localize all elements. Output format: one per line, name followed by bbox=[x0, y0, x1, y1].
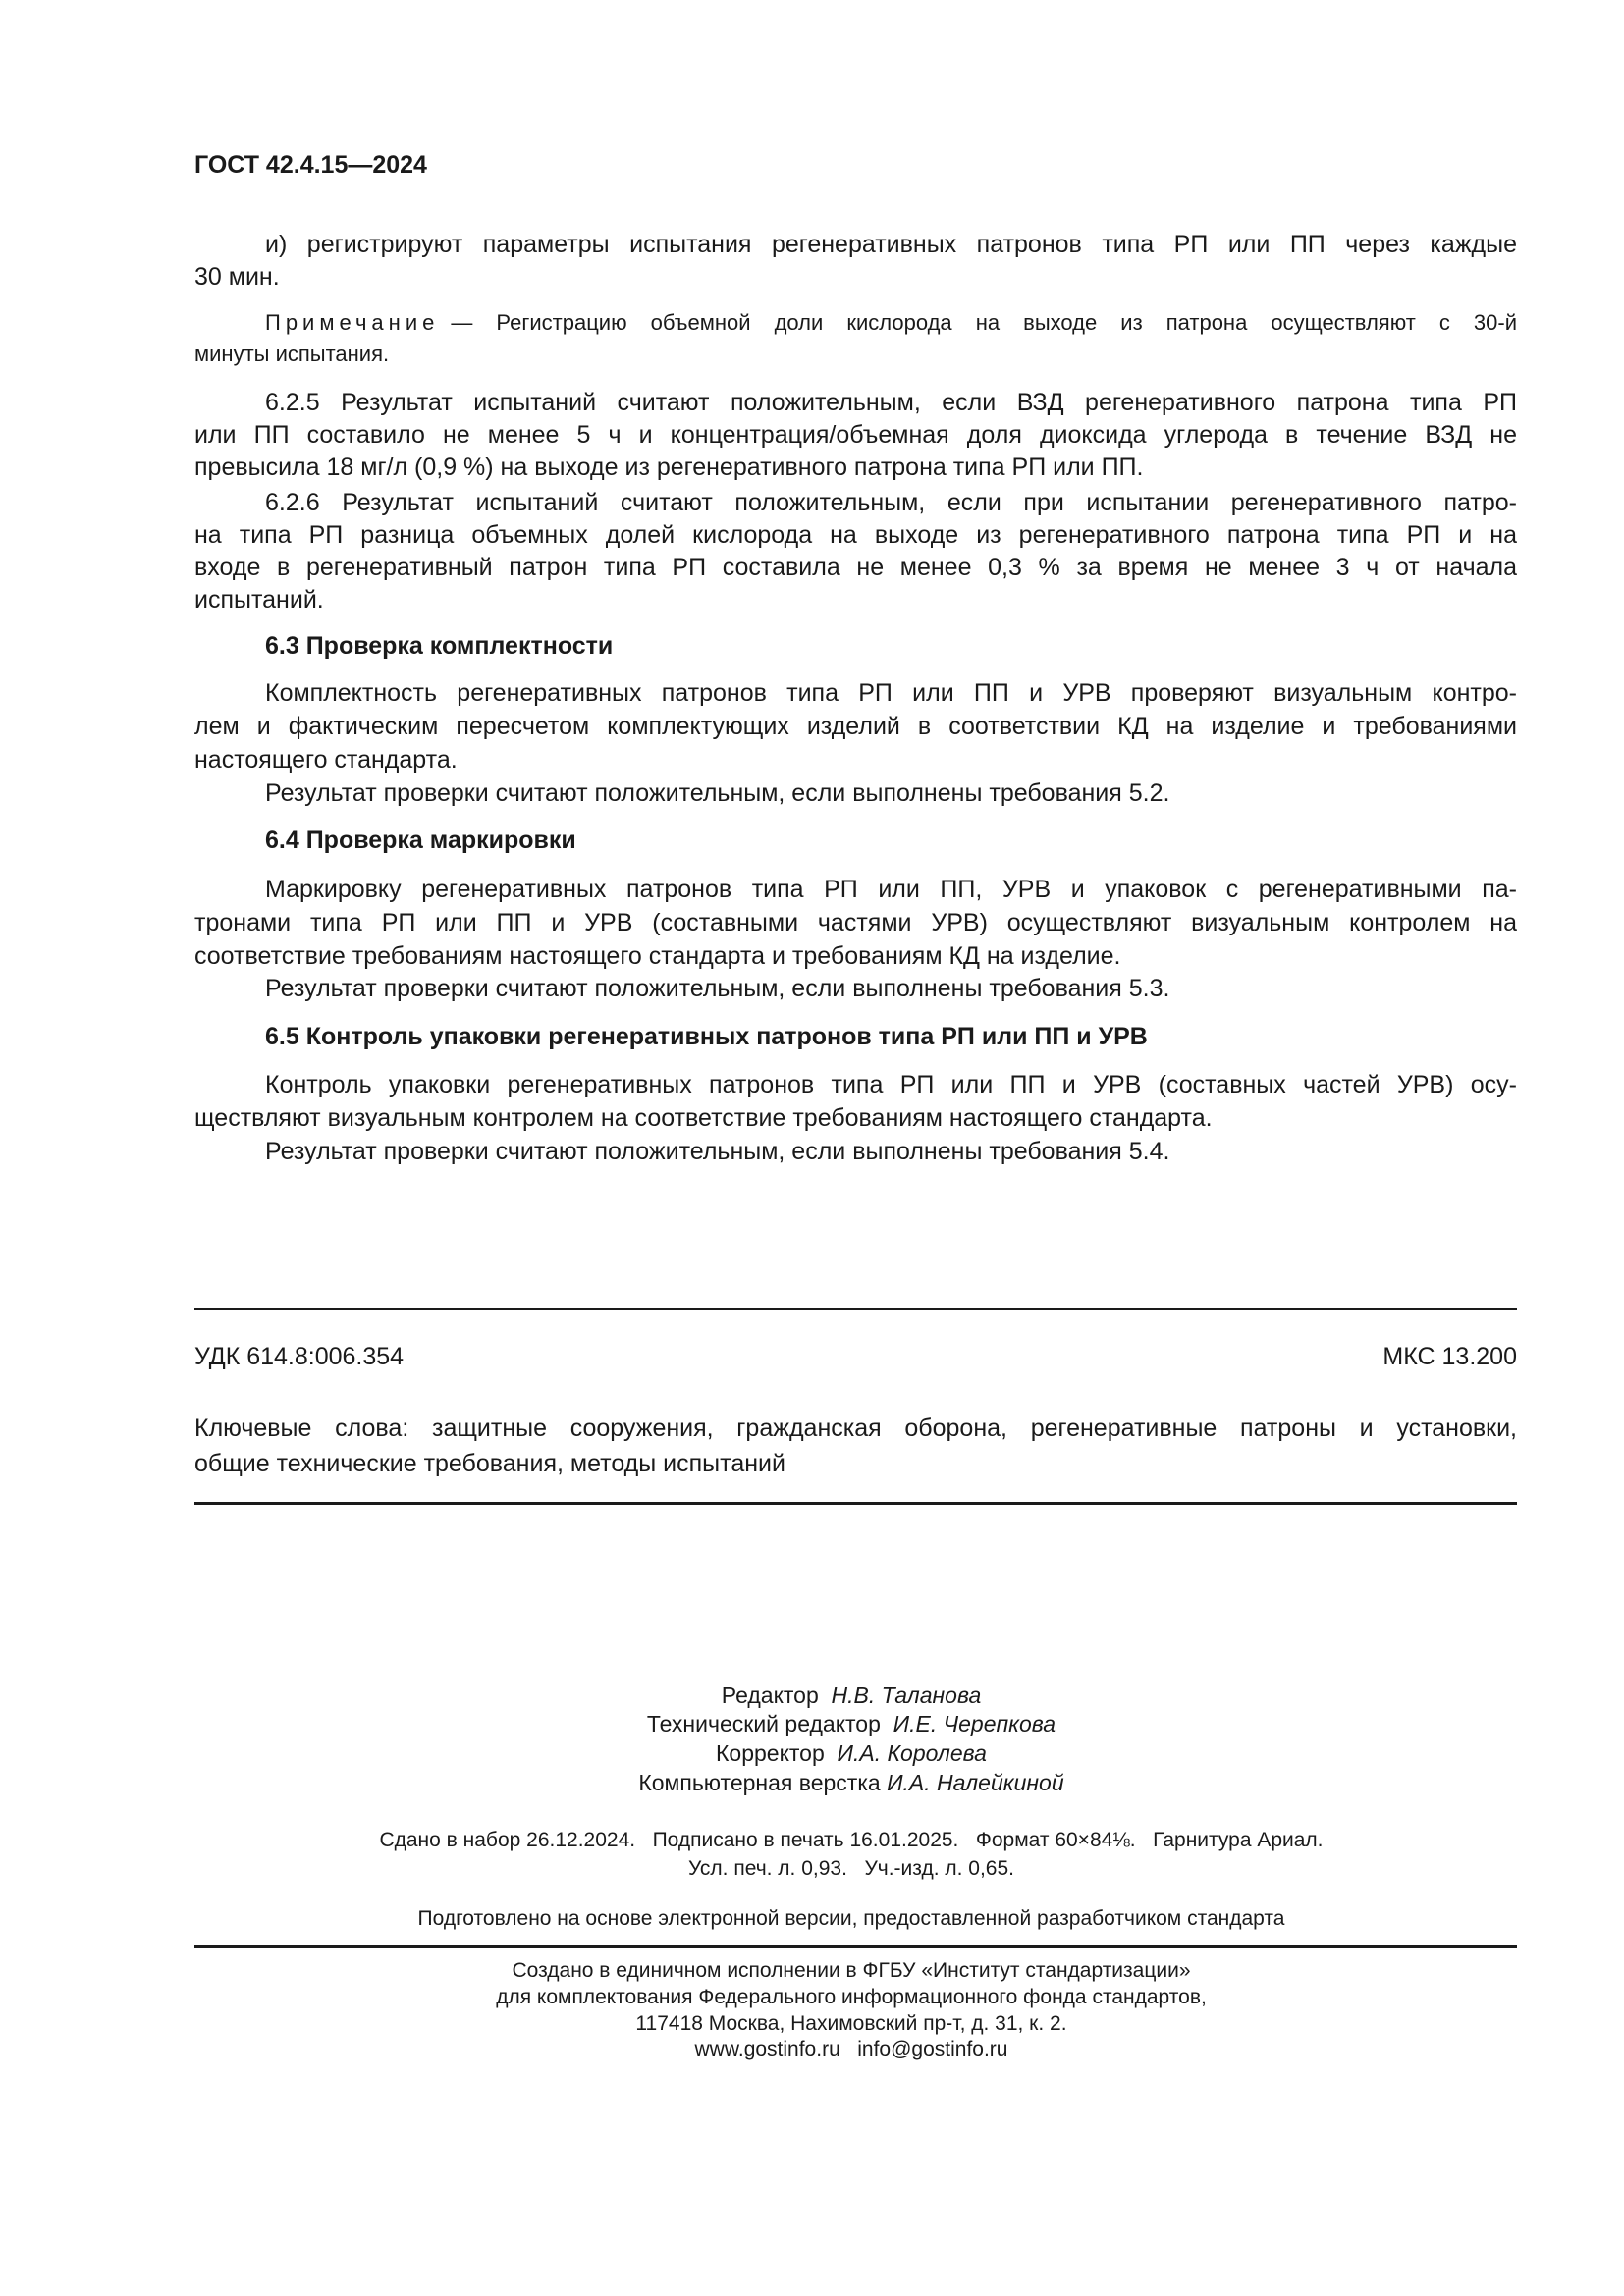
credit-role: Компьютерная верстка bbox=[638, 1770, 881, 1795]
credit-role: Технический редактор bbox=[646, 1711, 881, 1736]
paragraph-line: настоящего стандарта. bbox=[194, 746, 458, 774]
keywords-line: общие технические требования, методы испытаний bbox=[194, 1450, 785, 1477]
paragraph-line: испытаний. bbox=[194, 586, 324, 614]
section-heading: 6.4 Проверка маркировки bbox=[265, 827, 576, 854]
paragraph-line: на типа РП разница объемных долей кислорода на выходе из регенеративного патрона типа РП и на bbox=[194, 521, 1517, 549]
paragraph-line: тронами типа РП или ПП и УРВ (составными частями УРВ) осуществляют визуальным контролем на bbox=[194, 909, 1517, 936]
credit-role: Корректор bbox=[716, 1740, 825, 1766]
paragraph-line: Контроль упаковки регенеративных патронов типа РП или ПП и УРВ (составных частей УРВ) осу- bbox=[265, 1071, 1517, 1098]
paragraph-line: лем и фактическим пересчетом комплектующих изделий в соответствии КД на изделие и требованиями bbox=[194, 713, 1517, 740]
paragraph-line: 30 мин. bbox=[194, 263, 280, 291]
publisher-line: Создано в единичном исполнении в ФГБУ «Институт стандартизации» bbox=[512, 1959, 1191, 1982]
paragraph-line: 6.2.5 Результат испытаний считают положительным, если ВЗД регенеративного патрона типа РП bbox=[265, 389, 1517, 416]
publisher-contacts: www.gostinfo.ru info@gostinfo.ru bbox=[694, 2038, 1008, 2060]
credit-name: И.А. Налейкиной bbox=[887, 1770, 1064, 1795]
mks-code: МКС 13.200 bbox=[1382, 1343, 1517, 1370]
paragraph-line: 6.2.6 Результат испытаний считают положительным, если при испытании регенеративного патро- bbox=[265, 489, 1517, 516]
note-text: минуты испытания. bbox=[194, 342, 390, 366]
divider bbox=[194, 1945, 1517, 1948]
paragraph-line: Результат проверки считают положительным, если выполнены требования 5.2. bbox=[265, 779, 1170, 807]
section-heading: 6.5 Контроль упаковки регенеративных патронов типа РП или ПП и УРВ bbox=[265, 1023, 1148, 1050]
paragraph-line: Результат проверки считают положительным, если выполнены требования 5.4. bbox=[265, 1138, 1170, 1165]
note bbox=[265, 308, 1517, 338]
paragraph-line: ществляют визуальным контролем на соответствие требованиям настоящего стандарта. bbox=[194, 1104, 1213, 1132]
udk-code: УДК 614.8:006.354 bbox=[194, 1343, 405, 1370]
divider bbox=[194, 1308, 1517, 1310]
credit-name: И.Е. Черепкова bbox=[893, 1711, 1056, 1736]
section-heading: 6.3 Проверка комплектности bbox=[265, 632, 614, 660]
paragraph-line: Маркировку регенеративных патронов типа РП или ПП, УРВ и упаковок с регенеративными па- bbox=[265, 876, 1517, 903]
note-text: — Регистрацию объемной доли кислорода на выходе из патрона осуществляют с 30-й bbox=[451, 310, 1517, 335]
paragraph-line: Результат проверки считают положительным, если выполнены требования 5.3. bbox=[265, 975, 1170, 1002]
paragraph-line: Комплектность регенеративных патронов типа РП или ПП и УРВ проверяют визуальным контро- bbox=[265, 679, 1517, 707]
publisher-line: для комплектования Федерального информационного фонда стандартов, bbox=[496, 1986, 1207, 2008]
print-info: Сдано в набор 26.12.2024. Подписано в печать 16.01.2025. Формат 60×84⅛. Гарнитура Ариал. bbox=[379, 1829, 1324, 1851]
credit-layout bbox=[459, 1769, 1244, 1796]
prepared-note: Подготовлено на основе электронной версии, предоставленной разработчиком стандарта bbox=[417, 1907, 1285, 1930]
note-label: Примечание bbox=[265, 310, 440, 335]
credit-tech-editor bbox=[459, 1710, 1244, 1737]
paragraph-line: или ПП составило не менее 5 ч и концентрация/объемная доля диоксида углерода в течение ВЗД не bbox=[194, 421, 1517, 449]
print-info: Усл. печ. л. 0,93. Уч.-изд. л. 0,65. bbox=[687, 1857, 1014, 1880]
paragraph-line: и) регистрируют параметры испытания регенеративных патронов типа РП или ПП через каждые bbox=[265, 231, 1517, 258]
credit-name: Н.В. Таланова bbox=[831, 1682, 982, 1708]
paragraph-line: входе в регенеративный патрон типа РП составила не менее 0,3 % за время не менее 3 ч от начала bbox=[194, 554, 1517, 581]
paragraph-line: превысила 18 мг/л (0,9 %) на выходе из регенеративного патрона типа РП или ПП. bbox=[194, 454, 1144, 481]
credit-name: И.А. Королева bbox=[837, 1740, 987, 1766]
keywords-line: Ключевые слова: защитные сооружения, гражданская оборона, регенеративные патроны и установки, bbox=[194, 1415, 1517, 1442]
credit-role: Редактор bbox=[721, 1682, 819, 1708]
divider bbox=[194, 1502, 1517, 1505]
credit-editor bbox=[459, 1682, 1244, 1709]
paragraph-line: соответствие требованиям настоящего стандарта и требованиям КД на изделие. bbox=[194, 942, 1121, 970]
credit-corrector bbox=[459, 1739, 1244, 1767]
publisher-line: 117418 Москва, Нахимовский пр-т, д. 31, к. 2. bbox=[635, 2012, 1067, 2035]
document-header: ГОСТ 42.4.15—2024 bbox=[194, 151, 427, 179]
